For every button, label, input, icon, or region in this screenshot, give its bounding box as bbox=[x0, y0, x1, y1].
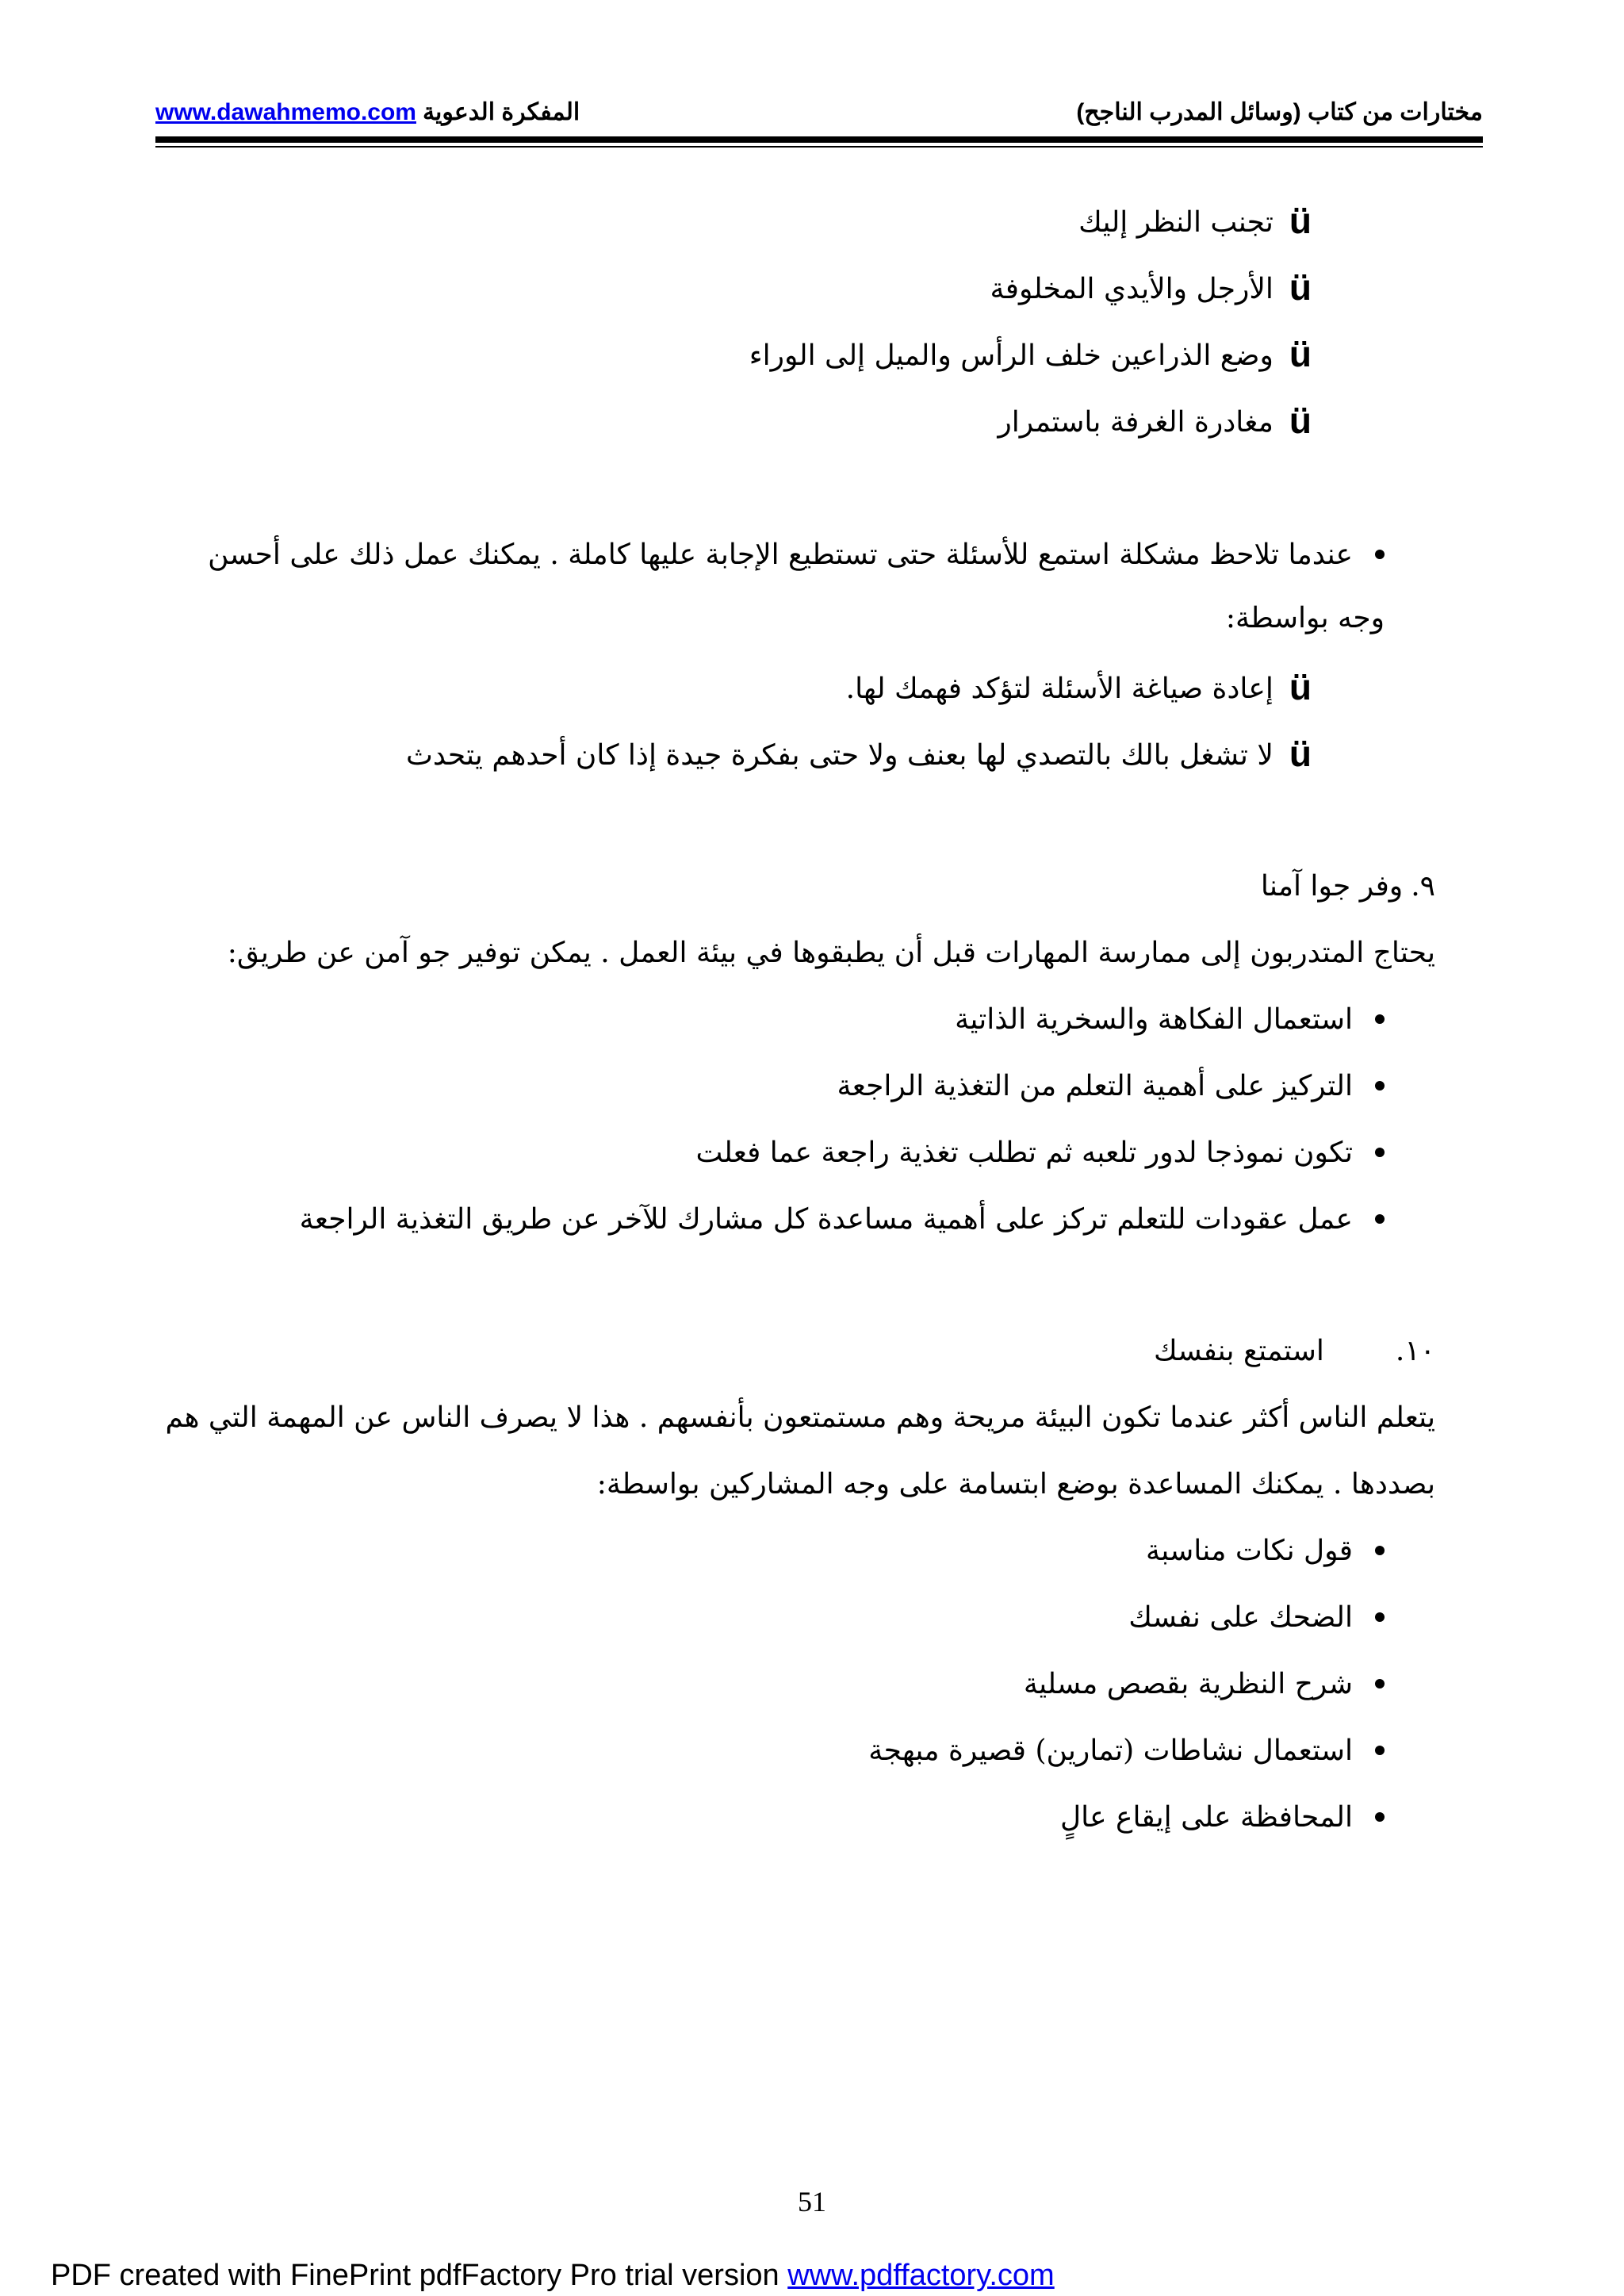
checkmark-icon: ü bbox=[1289, 266, 1312, 308]
list-item: üلا تشغل بالك بالتصدي لها بعنف ولا حتى بفكرة جيدة إذا كان أحدهم يتحدث bbox=[406, 733, 1312, 774]
book-title: مختارات من كتاب (وسائل المدرب الناجح) bbox=[1076, 99, 1483, 125]
footer-text: PDF created with FinePrint pdfFactory Pro trial version bbox=[51, 2259, 788, 2292]
list-item: üتجنب النظر إليك bbox=[1078, 200, 1312, 241]
list-item: üمغادرة الغرفة باستمرار bbox=[998, 400, 1312, 441]
section-10-intro-line1: يتعلم الناس أكثر عندما تكون البيئة مريحة وهم مستمتعون بأنفسهم . هذا لا يصرف الناس عن المهمة التي هم bbox=[165, 1401, 1435, 1434]
bullet-item: المحافظة على إيقاع عالٍ bbox=[1060, 1799, 1385, 1837]
bullet-icon bbox=[1375, 1812, 1385, 1822]
bullet-icon bbox=[1375, 1214, 1385, 1224]
list-item: üالأرجل والأيدي المخلوفة bbox=[990, 266, 1312, 308]
footer-link[interactable]: www.pdffactory.com bbox=[787, 2259, 1055, 2292]
bullet-icon bbox=[1375, 1546, 1385, 1555]
bullet-item: التركيز على أهمية التعلم من التغذية الراجعة bbox=[837, 1068, 1385, 1106]
page-header bbox=[155, 94, 1483, 135]
site-link[interactable]: www.dawahmemo.com bbox=[155, 99, 416, 125]
page-number: 51 bbox=[798, 2186, 826, 2217]
bullet-icon bbox=[1375, 1612, 1385, 1622]
bullet-continuation: وجه بواسطة: bbox=[1225, 602, 1385, 634]
header-site bbox=[155, 98, 580, 126]
bullet-item: تكون نموذجا لدور تلعبه ثم تطلب تغذية راجعة عما فعلت bbox=[695, 1134, 1385, 1172]
header-rule-thin bbox=[155, 146, 1483, 148]
bullet-icon bbox=[1375, 1679, 1385, 1688]
bullet-icon bbox=[1375, 1148, 1385, 1157]
bullet-item: الضحك على نفسك bbox=[1128, 1599, 1385, 1637]
checkmark-icon: ü bbox=[1289, 200, 1312, 241]
checkmark-icon: ü bbox=[1289, 400, 1312, 441]
section-10-intro-line2: بصددها . يمكنك المساعدة بوضع ابتسامة على وجه المشاركين بواسطة: bbox=[596, 1468, 1435, 1501]
section-9-intro: يحتاج المتدربون إلى ممارسة المهارات قبل أن يطبقوها في بيئة العمل . يمكن توفير جو آمن عن طريق: bbox=[227, 937, 1435, 969]
bullet-item: شرح النظرية بقصص مسلية bbox=[1024, 1665, 1385, 1704]
pdf-footer bbox=[51, 2259, 1055, 2293]
checkmark-icon: ü bbox=[1289, 333, 1312, 374]
section-10-heading: ١٠.استمتع بنفسك bbox=[1154, 1335, 1435, 1367]
bullet-icon bbox=[1375, 550, 1385, 559]
header-rule bbox=[155, 136, 1483, 143]
bullet-item: عمل عقودات للتعلم تركز على أهمية مساعدة كل مشارك للآخر عن طريق التغذية الراجعة bbox=[300, 1201, 1385, 1239]
list-item: üوضع الذراعين خلف الرأس والميل إلى الوراء bbox=[749, 333, 1312, 374]
section-9-heading: ٩.وفر جوا آمنا bbox=[1260, 870, 1435, 903]
site-name: المفكرة الدعوية bbox=[422, 99, 580, 125]
list-item: üإعادة صياغة الأسئلة لتؤكد فهمك لها. bbox=[845, 666, 1312, 707]
checkmark-icon: ü bbox=[1289, 666, 1312, 707]
bullet-icon bbox=[1375, 1746, 1385, 1755]
bullet-item: استعمال نشاطات (تمارين) قصيرة مبهجة bbox=[868, 1732, 1385, 1770]
bullet-icon bbox=[1375, 1014, 1385, 1024]
bullet-item: استعمال الفكاهة والسخرية الذاتية bbox=[955, 1001, 1385, 1039]
bullet-icon bbox=[1375, 1081, 1385, 1091]
bullet-item: عندما تلاحظ مشكلة استمع للأسئلة حتى تستطيع الإجابة عليها كاملة . يمكنك عمل ذلك على أحسن bbox=[208, 536, 1385, 574]
checkmark-icon: ü bbox=[1289, 733, 1312, 774]
bullet-item: قول نكات مناسبة bbox=[1146, 1532, 1385, 1570]
